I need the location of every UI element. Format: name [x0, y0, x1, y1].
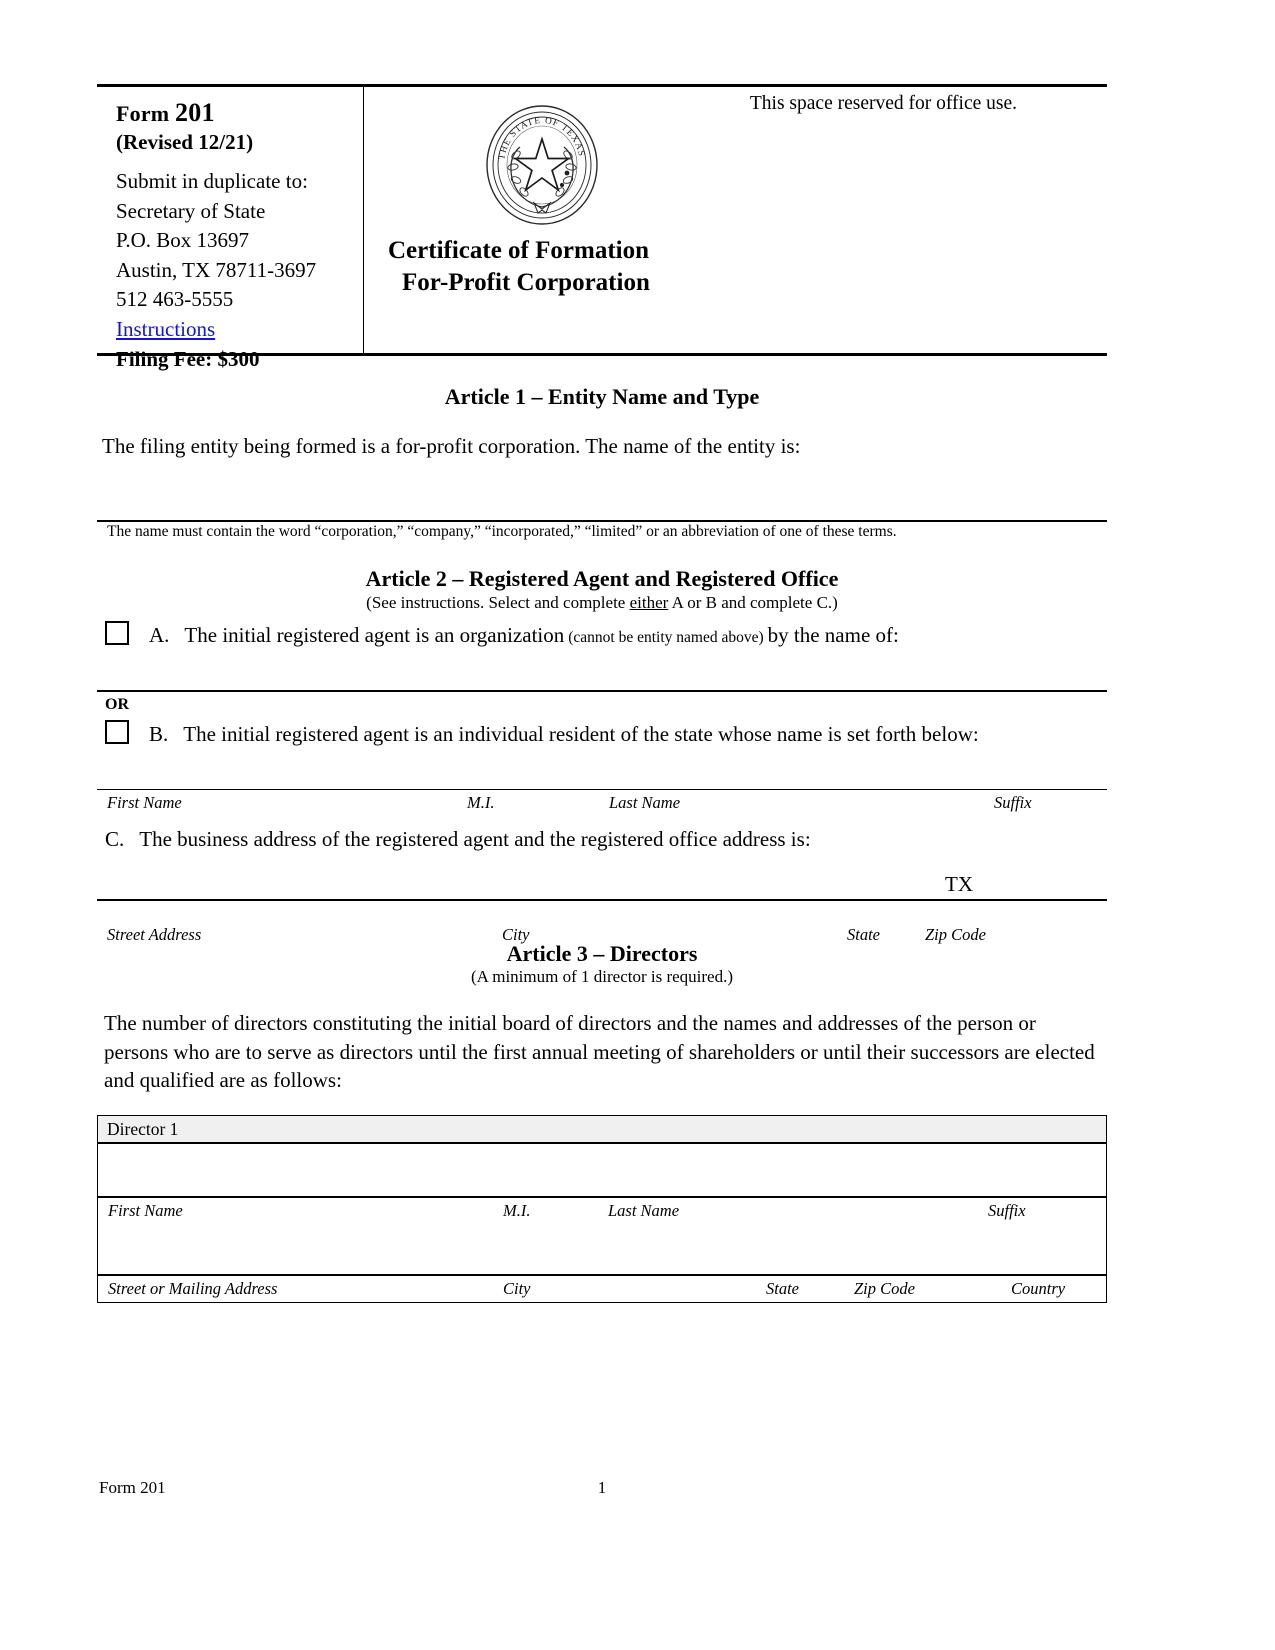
label-zip-code: Zip Code [854, 1279, 915, 1298]
instructions-link[interactable]: Instructions [116, 316, 216, 341]
submit-line-4: 512 463-5555 [116, 287, 234, 311]
submit-line-3: Austin, TX 78711-3697 [116, 257, 317, 282]
certificate-title-line2: For-Profit Corporation [402, 269, 650, 296]
article-1-heading: Article 1 – Entity Name and Type [444, 384, 760, 409]
certificate-title-line1: Certificate of Formation [388, 237, 649, 264]
registered-agent-name-input[interactable] [97, 752, 1107, 788]
submit-address-block [116, 167, 363, 315]
option-a-checkbox[interactable] [105, 621, 129, 645]
option-a-rule [97, 690, 1107, 692]
form-revision-date: (Revised 12/21) [116, 130, 254, 154]
submit-line-0: Submit in duplicate to: [116, 169, 308, 193]
option-a-row [105, 621, 1105, 648]
label-last-name: Last Name [608, 1201, 680, 1220]
article-2-heading: Article 2 – Registered Agent and Registered Office [365, 566, 839, 591]
option-c-row [105, 827, 1105, 852]
label-first-name: First Name [107, 793, 182, 812]
footer-form-label: Form 201 [99, 1478, 166, 1497]
article-2-subheading-post: A or B and complete C.) [668, 593, 838, 612]
label-city: City [502, 925, 530, 944]
article-1-body: The filing entity being formed is a for-profit corporation. The name of the entity is: [102, 434, 801, 458]
label-state: State [766, 1279, 799, 1298]
option-a-text-part1: The initial registered agent is an organization [184, 623, 565, 647]
option-a-letter: A. [149, 623, 170, 647]
article-2-subheading-either: either [629, 593, 669, 612]
footer-page-number: 1 [597, 1478, 607, 1497]
registered-agent-name-labels [97, 793, 1107, 815]
masthead-left-panel [97, 87, 364, 371]
label-country: Country [1011, 1279, 1066, 1298]
masthead-right-panel [364, 87, 1107, 356]
director-1-address-labels [98, 1276, 1106, 1302]
label-city: City [503, 1279, 531, 1298]
label-first-name: First Name [108, 1201, 183, 1220]
label-middle-initial: M.I. [503, 1201, 531, 1220]
document-content [97, 0, 1107, 1298]
article-2-subheading [97, 593, 1107, 613]
submit-line-1: Secretary of State [116, 198, 266, 223]
director-1-table [97, 1115, 1107, 1303]
registered-agent-name-rule [97, 789, 1107, 790]
label-zip-code: Zip Code [925, 925, 986, 944]
article-3-body: The number of directors constituting the initial board of directors and the names and addresses of the person or persons who are to serve as directors until the first annual meeting of shareholders or until their successors are elected and qualified are as follows: [104, 1011, 1095, 1092]
option-b-checkbox[interactable] [105, 720, 129, 744]
svg-text:THE STATE OF TEXAS: THE STATE OF TEXAS [496, 114, 588, 161]
certificate-title [388, 235, 650, 299]
option-b-letter: B. [149, 722, 169, 746]
registered-office-state-value[interactable]: TX [945, 872, 973, 896]
office-use-note: This space reserved for office use. [749, 93, 1017, 114]
form-number-value: 201 [175, 98, 215, 127]
director-1-title: Director 1 [98, 1116, 1106, 1144]
or-label: OR [105, 696, 129, 713]
label-street-or-mailing-address: Street or Mailing Address [108, 1279, 278, 1298]
director-1-name-labels [98, 1198, 1106, 1224]
article-2-subheading-pre: (See instructions. Select and complete [366, 593, 630, 612]
label-suffix: Suffix [994, 793, 1032, 812]
page-footer [97, 1478, 1107, 1502]
label-suffix: Suffix [988, 1201, 1026, 1220]
masthead [97, 84, 1107, 371]
director-1-name-input[interactable] [98, 1144, 1106, 1198]
filing-fee-label: Filing Fee: $300 [116, 347, 260, 371]
label-last-name: Last Name [609, 793, 681, 812]
option-a-text-part2: by the name of: [767, 623, 899, 647]
form-number-label: Form [116, 101, 170, 126]
label-street-address: Street Address [107, 925, 202, 944]
form-number-line [116, 99, 363, 128]
article-3-heading: Article 3 – Directors [506, 941, 698, 966]
option-a-parenthetical: (cannot be entity named above) [568, 629, 764, 646]
texas-state-seal-icon [472, 103, 612, 227]
director-1-address-input[interactable] [98, 1224, 1106, 1276]
option-c-letter: C. [105, 827, 125, 851]
option-a-organization-name-input[interactable] [97, 652, 1107, 688]
label-middle-initial: M.I. [467, 793, 495, 812]
article-1-name-note: The name must contain the word “corporation,” “company,” “incorporated,” “limited” or an abbreviation of one of these terms. [107, 523, 897, 540]
option-b-row [105, 720, 1105, 747]
option-b-text: The initial registered agent is an individual resident of the state whose name is set forth below: [183, 722, 979, 746]
registered-office-rule [97, 899, 1107, 901]
submit-line-2: P.O. Box 13697 [116, 228, 250, 252]
entity-name-input-area[interactable] [97, 460, 1107, 520]
article-3-subheading: (A minimum of 1 director is required.) [470, 967, 734, 986]
option-c-text: The business address of the registered agent and the registered office address is: [139, 827, 811, 851]
label-state: State [847, 925, 880, 944]
